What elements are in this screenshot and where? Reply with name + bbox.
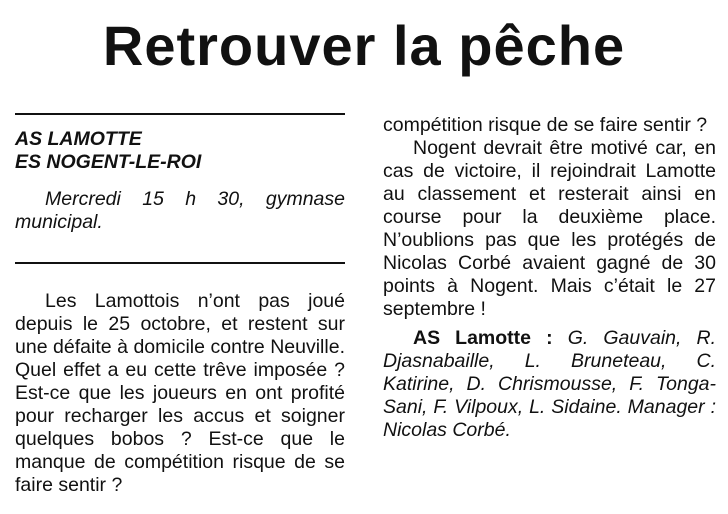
article-body-left xyxy=(15,290,345,497)
home-team: AS LAMOTTE xyxy=(15,128,142,150)
article-body-right xyxy=(383,114,716,442)
lineup-team-label: AS Lamotte : xyxy=(413,327,553,349)
headline: Retrouver la pêche xyxy=(102,14,626,77)
top-rule xyxy=(15,113,345,115)
match-info xyxy=(15,128,345,234)
lineup xyxy=(383,327,716,442)
away-team: ES NOGENT-LE-ROI xyxy=(15,151,202,173)
paragraph-1-continued: compétition risque de se faire sentir ? xyxy=(383,114,708,136)
lineup-players: G. Gauvain, R. Djasnabaille, L. Bruneteau, C. Katirine, D. Chrismousse, F. Tonga-Sani, F. Vilpoux, L. Sidaine. Manager : Nicolas Corbé. xyxy=(383,327,717,441)
paragraph-2: Nogent devrait être motivé car, en cas de victoire, il rejoindrait Lamotte au classement et resterait ainsi en course pour la deuxième place. N’oublions pas que les protégés de Nicolas Corbé avaient gagné de 30 points à Nogent. Mais c’était le 27 septembre ! xyxy=(383,137,716,320)
middle-rule xyxy=(15,262,345,264)
paragraph-1: Les Lamottois n’ont pas joué depuis le 25 octobre, et restent sur une défaite à domicile contre Neuville. Quel effet a eu cette trêve imposée ? Est-ce que les joueurs en ont profité pour recharger les accus et soigner quelques bobos ? Est-ce que le manque de compétition risque de se faire sentir ? xyxy=(15,290,345,496)
match-schedule: Mercredi 15 h 30, gymnase municipal. xyxy=(15,188,345,233)
